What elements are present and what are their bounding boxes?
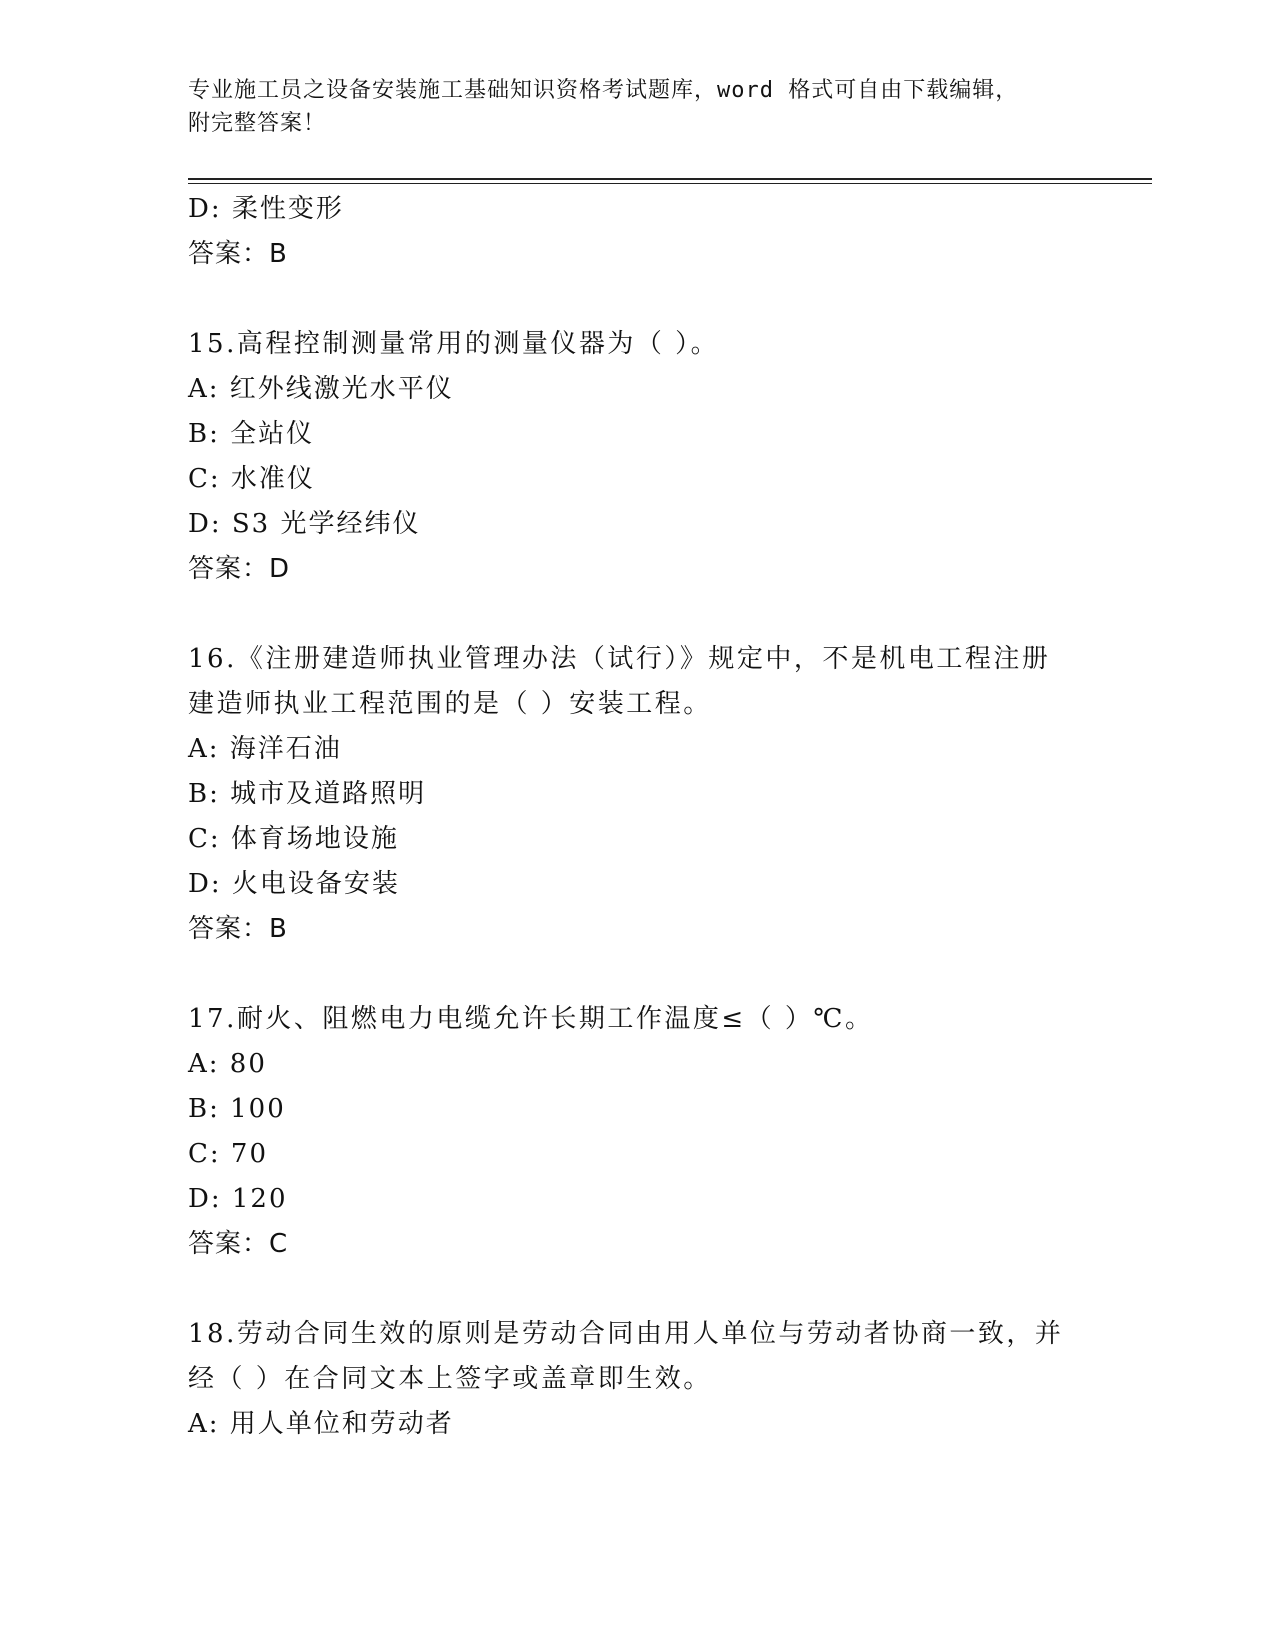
document-header — [188, 74, 1068, 140]
header-line-2: 附完整答案！ — [188, 111, 327, 136]
q15-option-c: C: 水准仪 — [188, 464, 315, 494]
header-divider-thin — [188, 183, 1152, 184]
q16-stem-line-2: 建造师执业工程范围的是（ ）安装工程。 — [188, 689, 712, 719]
q14-option-d: D: 柔性变形 — [188, 194, 344, 224]
q17-option-b: B: 100 — [188, 1094, 286, 1124]
q17-option-a: A: 80 — [188, 1049, 267, 1079]
q17-answer: 答案：C — [188, 1229, 289, 1259]
q16-option-d: D: 火电设备安装 — [188, 869, 400, 899]
q15-stem: 15.高程控制测量常用的测量仪器为（ ）。 — [188, 329, 720, 359]
header-divider-thick — [188, 178, 1152, 180]
q15-option-d: D: S3 光学经纬仪 — [188, 509, 421, 539]
q16-stem-line-1: 16.《注册建造师执业管理办法（试行）》规定中，不是机电工程注册 — [188, 644, 1051, 674]
q18-stem-line-2: 经（ ）在合同文本上签字或盖章即生效。 — [188, 1364, 712, 1394]
q15-option-a: A: 红外线激光水平仪 — [188, 374, 454, 404]
q16-option-c: C: 体育场地设施 — [188, 824, 399, 854]
q16-option-b: B: 城市及道路照明 — [188, 779, 427, 809]
q16-option-a: A: 海洋石油 — [188, 734, 342, 764]
q17-option-d: D: 120 — [188, 1184, 288, 1214]
q14-answer: 答案：B — [188, 239, 288, 269]
header-line-1: 专业施工员之设备安装施工基础知识资格考试题库，word 格式可自由下载编辑， — [188, 78, 1019, 103]
q15-answer: 答案：D — [188, 554, 291, 584]
q18-option-a: A: 用人单位和劳动者 — [188, 1409, 454, 1439]
q16-answer: 答案：B — [188, 914, 288, 944]
q18-stem-line-1: 18.劳动合同生效的原则是劳动合同由用人单位与劳动者协商一致，并 — [188, 1319, 1064, 1349]
q17-option-c: C: 70 — [188, 1139, 269, 1169]
q17-stem: 17.耐火、阻燃电力电缆允许长期工作温度≤（ ）℃。 — [188, 1004, 874, 1034]
q15-option-b: B: 全站仪 — [188, 419, 315, 449]
